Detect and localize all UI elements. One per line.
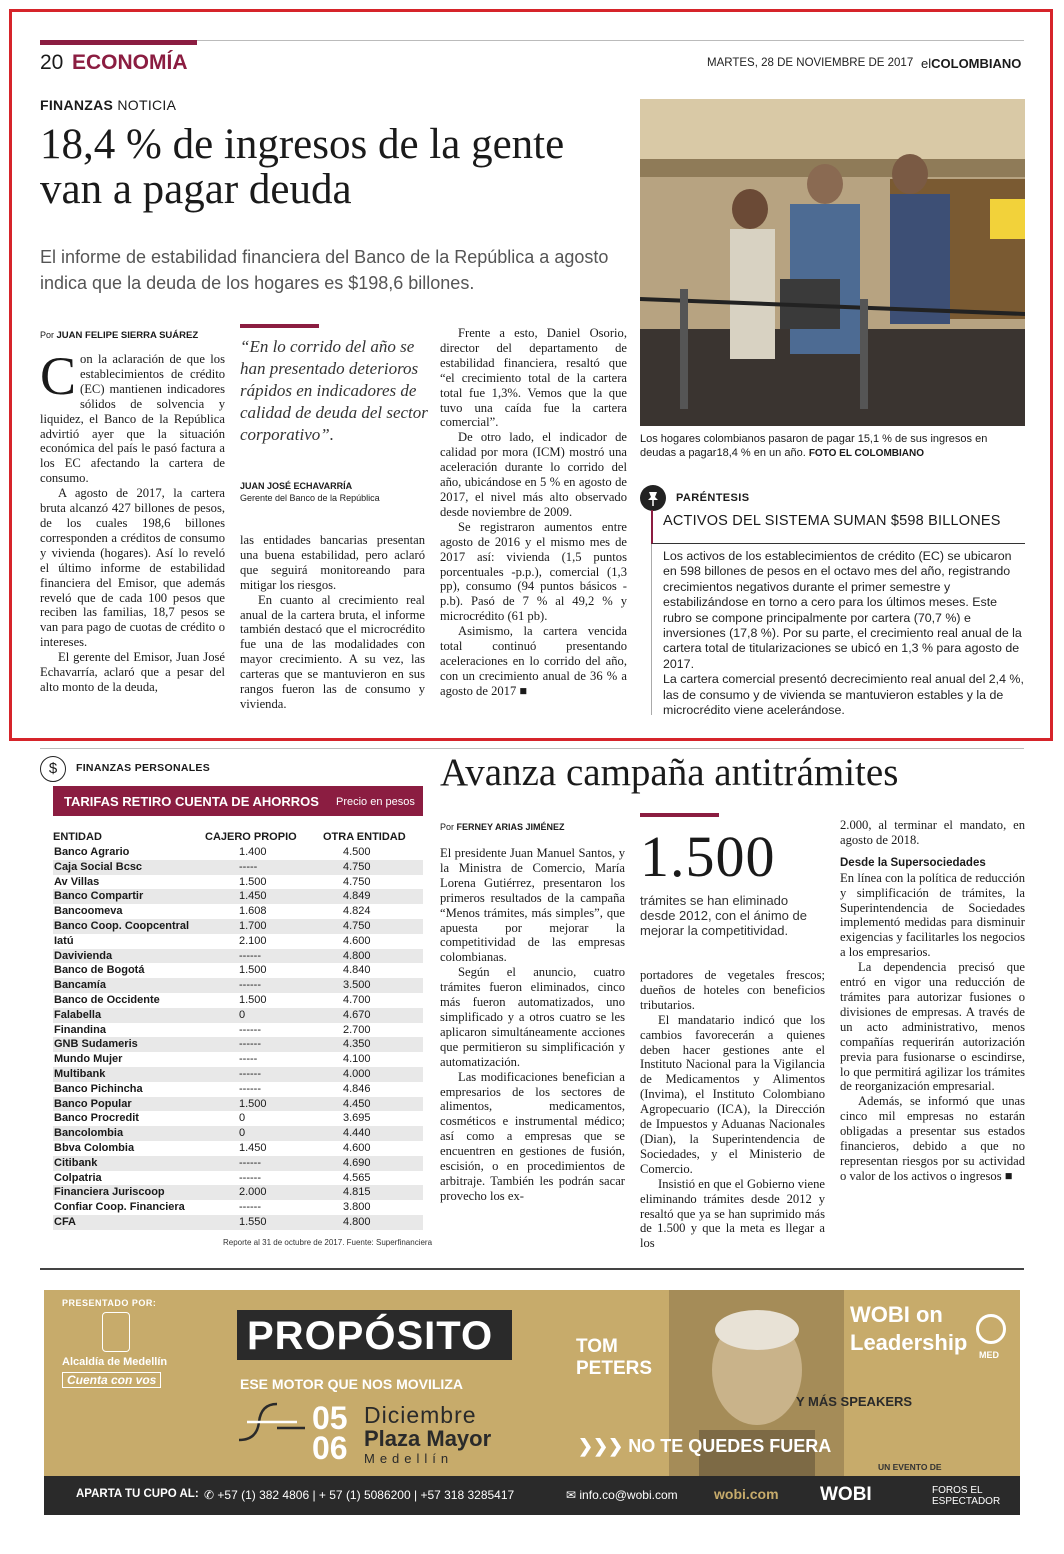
- article-kicker: [40, 97, 176, 113]
- article-headline: 18,4 % de ingresos de la gente van a pagar deuda: [40, 121, 565, 213]
- table-row: [53, 1052, 423, 1067]
- cajero-propio-cell: 1.500: [239, 993, 267, 1006]
- cajero-propio-cell: 0: [239, 1112, 246, 1125]
- paragraph: La cartera comercial presentó decrecimiento real anual del 2,4 %, las de consumo y de vivienda se mantuvieron estables y la de microcrédito viene acelerándose.: [663, 672, 1024, 718]
- cajero-propio-cell: 1.608: [239, 905, 267, 918]
- article2-column-3: [840, 818, 1025, 1184]
- table-row: [53, 919, 423, 934]
- wobi-logo: WOBI: [820, 1484, 872, 1505]
- table-row: [53, 1141, 423, 1156]
- col-header-otra: OTRA ENTIDAD: [323, 830, 406, 843]
- otra-entidad-cell: 4.846: [343, 1082, 371, 1095]
- cajero-propio-cell: ------: [203, 949, 323, 964]
- article-column-1: [40, 346, 225, 695]
- ad-alcaldia: Alcaldía de Medellín: [62, 1356, 168, 1368]
- otra-entidad-cell: 4.700: [343, 993, 371, 1006]
- article-deck: El informe de estabilidad financiera del Banco de la República a agosto indica que la deuda de los hogares es $198,6 billones.: [40, 247, 609, 293]
- entidad-cell: Bbva Colombia: [54, 1141, 135, 1154]
- mid-rule: [40, 748, 1024, 749]
- col-header-cajero: CAJERO PROPIO: [205, 830, 297, 843]
- otra-entidad-cell: 4.000: [323, 1067, 423, 1082]
- stat-text: trámites se han eliminado desde 2012, con el ánimo de mejorar la competitividad.: [640, 893, 807, 938]
- otra-entidad-cell: 4.824: [343, 905, 371, 918]
- page-number: 20: [40, 51, 64, 74]
- table-subtitle: Precio en pesos: [336, 796, 415, 808]
- otra-entidad-cell: 4.800: [323, 1215, 423, 1230]
- otra-entidad-cell: 3.800: [343, 1201, 371, 1214]
- phone-icon: ✆: [204, 1488, 218, 1502]
- section-bar: [40, 40, 197, 45]
- entidad-cell: CFA: [53, 1215, 203, 1230]
- ad-cuenta-con-vos: Cuenta con vos: [62, 1372, 161, 1388]
- ad-cta[interactable]: [578, 1436, 831, 1457]
- kicker-type: NOTICIA: [113, 97, 177, 113]
- cajero-propio-cell: -----: [239, 1053, 258, 1066]
- table-row: [53, 949, 423, 964]
- chevrons-icon: ❯❯❯: [578, 1436, 629, 1456]
- table-row: [53, 1023, 423, 1038]
- paragraph: Asimismo, la cartera vencida total continuó presentando aceleraciones en lo corrido del año, con un crecimiento anual de 36 % a agosto de 2017 ■: [440, 624, 627, 698]
- cajero-propio-cell: ------: [239, 1201, 261, 1214]
- otra-entidad-cell: 4.800: [323, 949, 423, 964]
- masthead-name: COLOMBIANO: [931, 56, 1022, 71]
- ad-day-2: 06: [312, 1430, 348, 1466]
- parentesis-title: ACTIVOS DEL SISTEMA SUMAN $598 BILLONES: [663, 513, 1001, 529]
- quote-role: Gerente del Banco de la República: [240, 493, 380, 503]
- mail-icon: ✉: [566, 1488, 580, 1502]
- bank-counter-photo: [640, 99, 1025, 426]
- entidad-cell: Banco Compartir: [53, 889, 203, 904]
- quote-author: JUAN JOSÉ ECHAVARRÍA: [240, 481, 353, 491]
- entidad-cell: Banco de Occidente: [54, 993, 160, 1006]
- cajero-propio-cell: ------: [203, 1067, 323, 1082]
- col-header-entidad: ENTIDAD: [53, 830, 102, 843]
- paragraph: Los activos de los establecimientos de crédito (EC) se ubicaron en 598 billones de pesos en el octavo mes del año, registrando crecimientos negativos durante el primer semestre y estabilizándose en torno a cero para los últimos meses. Este rubro se compone principalmente por cartera (70,7 %) e inversiones (17,8 %). Por su parte, el crecimiento real anual de la cartera total de titularizaciones se ubicó en 1,3 % para agosto de 2017.: [663, 549, 1022, 671]
- parentesis-side-rule: [651, 544, 652, 715]
- cajero-propio-cell: ------: [239, 1082, 261, 1095]
- entidad-cell: Banco Procredit: [54, 1112, 139, 1125]
- entidad-cell: Iatú: [54, 934, 74, 947]
- entidad-cell: Davivienda: [53, 949, 203, 964]
- cajero-propio-cell: 0: [203, 1126, 323, 1141]
- entidad-cell: Av Villas: [54, 875, 100, 888]
- ad-reserve-label: APARTA TU CUPO AL:: [76, 1488, 199, 1500]
- byline-author: FERNEY ARIAS JIMÉNEZ: [456, 822, 565, 832]
- paragraph: El presidente Juan Manuel Santos, y la Ministra de Comercio, María Lorena Gutiérrez, presentaron los primeros resultados de la campaña “Menos trámites, más simples”, que apuesta por mejorar la competitividad de las empresas colombianas.: [440, 846, 625, 965]
- otra-entidad-cell: 4.350: [323, 1037, 423, 1052]
- ad-city: Medellín: [364, 1451, 454, 1466]
- cajero-propio-cell: ------: [203, 1037, 323, 1052]
- otra-entidad-cell: 4.840: [343, 964, 371, 977]
- entidad-cell: Falabella: [53, 1008, 203, 1023]
- paragraph: Según el anuncio, cuatro trámites fueron eliminados, cinco más fueron automatizados, uno simplificado y a otros cuatro se les aplicaron simultáneamente acciones que permitieron su simplificación y automatización.: [440, 965, 625, 1069]
- table-row: [53, 1008, 423, 1023]
- pin-icon: [640, 485, 666, 511]
- cajero-propio-cell: 2.000: [203, 1185, 323, 1200]
- table-row: [53, 845, 423, 860]
- issue-date: MARTES, 28 DE NOVIEMBRE DE 2017: [707, 57, 914, 69]
- ad-contact-bar: [44, 1462, 1020, 1515]
- caption-text: Los hogares colombianos pasaron de pagar 15,1 % de sus ingresos en deudas a pagar18,4 % en un año.: [640, 433, 988, 459]
- cajero-propio-cell: ------: [239, 1171, 261, 1184]
- paragraph: Además, se informó que unas cinco mil empresas no estarán obligadas a presentar sus estados financieros, debido a que no representan riesgos por su actividad o valor de los activos o ingresos ■: [840, 1094, 1025, 1183]
- photo-caption: [640, 432, 1025, 461]
- cajero-propio-cell: ------: [203, 978, 323, 993]
- cajero-propio-cell: 1.500: [239, 964, 267, 977]
- ad-decorative-lines-icon: [237, 1402, 307, 1442]
- paragraph: Las modificaciones benefician a empresarios de los sectores de alimentos, medicamentos, cosméticos e instrumental médico; así como a empresas que se encuentren en gestiones de fusión, escisión, o en procedimientos de arbitraje. También les podrán sacar provecho los ex-: [440, 1069, 625, 1203]
- otra-entidad-cell: 4.565: [343, 1171, 371, 1184]
- dollar-icon: $: [40, 756, 66, 782]
- cajero-propio-cell: 1.450: [203, 889, 323, 904]
- article-column-2: [240, 533, 425, 712]
- article2-column-2: [640, 968, 825, 1251]
- ad-phone-numbers: +57 (1) 382 4806 | + 57 (1) 5086200 | +57 318 3285417: [217, 1488, 515, 1502]
- paragraph: El gerente del Emisor, Juan José Echavarría, aclaró que a pesar del alto monto de la deuda,: [40, 650, 225, 694]
- article2-headline: Avanza campaña antitrámites: [440, 751, 899, 794]
- kicker-category: FINANZAS: [40, 97, 114, 113]
- ad-evento-label: UN EVENTO DE: [878, 1462, 942, 1472]
- ad-leadership: Leadership: [850, 1330, 968, 1355]
- ad-more-speakers: Y MÁS SPEAKERS: [796, 1394, 913, 1409]
- fees-table: [53, 828, 423, 1230]
- otra-entidad-cell: 4.670: [323, 1008, 423, 1023]
- paragraph: De otro lado, el indicador de calidad por mora (ICM) mostró una aceleración durante lo corrido del año, ubicándose en 5 % en agosto de 2017, el nivel más alto observado desde noviembre de 2009.: [440, 430, 627, 519]
- stat-rule: [640, 813, 719, 817]
- entidad-cell: Financiera Juriscoop: [53, 1185, 203, 1200]
- entidad-cell: Mundo Mujer: [54, 1053, 123, 1066]
- cajero-propio-cell: ------: [239, 1023, 261, 1036]
- pin-glyph: [640, 485, 666, 511]
- paragraph: Insistió en que el Gobierno viene eliminando trámites desde 2012 y resaltó que ya se han suprimido más de 1.500 y que la meta es llegar a los: [640, 1176, 825, 1251]
- table-row: [53, 1082, 423, 1097]
- table-row: [53, 1067, 423, 1082]
- ad-phones[interactable]: [204, 1488, 514, 1502]
- paragraph: Se registraron aumentos entre agosto de 2016 y el mismo mes de 2017 así: vivienda (1,5 puntos porcentuales -p.p.), comercial (1,3 pp), consumo (94 puntos básicos - p.b). Pasó de 7 % al 49,2 % y microcrédito (61 pb).: [440, 519, 627, 624]
- table-row: [53, 1200, 423, 1215]
- photo-credit: FOTO EL COLOMBIANO: [808, 448, 924, 459]
- med-logo-icon: [976, 1314, 1006, 1344]
- table-row: [53, 963, 423, 978]
- otra-entidad-cell: 4.750: [323, 919, 423, 934]
- parentesis-label: PARÉNTESIS: [676, 492, 750, 504]
- paragraph: En cuanto al crecimiento real anual de la cartera bruta, el informe también destacó que el microcrédito fue una de las modalidades con mayor crecimiento. A su vez, las carteras que se mantuvieron en sus rangos fueron las de consumo y vivienda.: [240, 592, 425, 711]
- otra-entidad-cell: 4.600: [343, 1141, 371, 1154]
- table-row: [53, 993, 423, 1008]
- otra-entidad-cell: 4.500: [343, 846, 371, 858]
- table-row: [53, 875, 423, 890]
- entidad-cell: Banco Agrario: [54, 846, 130, 858]
- masthead-prefix: el: [921, 56, 932, 71]
- ad-presented-by: PRESENTADO POR:: [62, 1298, 157, 1308]
- otra-entidad-cell: 3.500: [323, 978, 423, 993]
- photo-illustration: [640, 99, 1025, 426]
- otra-entidad-cell: 4.750: [343, 875, 371, 888]
- article-column-3: [440, 326, 627, 699]
- cajero-propio-cell: 1.550: [203, 1215, 323, 1230]
- byline-prefix: Por: [40, 330, 57, 340]
- table-row: [53, 889, 423, 904]
- table-row: [53, 978, 423, 993]
- ad-day-1: 05: [312, 1400, 348, 1436]
- footer-rule: [40, 1268, 1024, 1270]
- ad-motor-tagline: ESE MOTOR QUE NOS MOVILIZA: [240, 1376, 463, 1392]
- otra-entidad-cell: 4.750: [323, 860, 423, 875]
- table-header-bar: [53, 786, 423, 816]
- paragraph: El mandatario indicó que los cambios favorecerán a quienes deben hacer gestiones ante el Instituto Nacional para la Vigilancia de Medicamentos y Alimentos (Invima), el Instituto Colombiano Agropecuario (ICA), la Dirección de Impuestos y Aduanas Nacionales (Dian), la Superintendencia de Sociedades, y el Ministerio de Comercio.: [640, 1012, 825, 1176]
- ad-month: Diciembre: [364, 1402, 477, 1428]
- table-row: [53, 934, 423, 949]
- cajero-propio-cell: 1.500: [239, 875, 267, 888]
- entidad-cell: Caja Social Bcsc: [53, 860, 203, 875]
- paragraph: portadores de vegetales frescos; dueños de hoteles con beneficios tributarios.: [640, 968, 825, 1012]
- paragraph: las entidades bancarias presentan una buena estabilidad, pero aclaró que seguirá monitoreando para mitigar los riesgos.: [240, 533, 425, 592]
- ad-proposito: PROPÓSITO: [247, 1314, 494, 1358]
- paragraph: En línea con la política de reducción y simplificación de trámites, la Superintendencia de Sociedades implementó medidas para disminuir exigencias y facilitarles los negocios a los empresarios.: [840, 870, 1025, 960]
- foros-logo: FOROS EL ESPECTADOR: [932, 1485, 1001, 1507]
- otra-entidad-cell: 3.695: [343, 1112, 371, 1125]
- article2-byline: [440, 822, 565, 832]
- otra-entidad-cell: 4.450: [323, 1097, 423, 1112]
- entidad-cell: Bancolombia: [53, 1126, 203, 1141]
- table-row: [53, 860, 423, 875]
- table-body: [53, 845, 423, 1230]
- entidad-cell: Confiar Coop. Financiera: [54, 1201, 185, 1214]
- quote-rule: [240, 324, 319, 328]
- subhead: Desde la Supersociedades: [840, 856, 986, 869]
- table-source-note: Reporte al 31 de octubre de 2017. Fuente: Superfinanciera: [223, 1238, 433, 1247]
- table-row: [53, 1097, 423, 1112]
- ad-wobi-on: WOBI on: [850, 1302, 943, 1327]
- article2-column-1: [440, 846, 625, 1204]
- entidad-cell: Colpatria: [54, 1171, 102, 1184]
- cajero-propio-cell: 1.500: [203, 1097, 323, 1112]
- table-row: [53, 1111, 423, 1126]
- table-title: TARIFAS RETIRO CUENTA DE AHORROS: [64, 794, 319, 809]
- masthead: [921, 56, 1021, 71]
- drop-cap: C: [40, 346, 77, 406]
- table-row: [53, 1156, 423, 1171]
- table-row: [53, 1185, 423, 1200]
- byline-author: JUAN FELIPE SIERRA SUÁREZ: [56, 330, 199, 341]
- entidad-cell: Banco Coop. Coopcentral: [53, 919, 203, 934]
- paragraph: 2.000, al terminar el mandato, en agosto de 2018.: [840, 818, 1025, 847]
- otra-entidad-cell: 4.690: [323, 1156, 423, 1171]
- entidad-cell: Multibank: [53, 1067, 203, 1082]
- paragraph: Frente a esto, Daniel Osorio, director del departamento de estabilidad financiera, resaltó que “el crecimiento total de la cartera total fue 1,3%. Vemos que la que tuvo una caída fue la cartera comercial”.: [440, 326, 627, 430]
- cajero-propio-cell: -----: [203, 860, 323, 875]
- entidad-cell: Banco Pichincha: [54, 1082, 143, 1095]
- otra-entidad-cell: 2.700: [343, 1023, 371, 1036]
- table-row: [53, 1171, 423, 1186]
- otra-entidad-cell: 4.440: [323, 1126, 423, 1141]
- ad-med-label: MED: [979, 1350, 999, 1360]
- finanzas-label: FINANZAS PERSONALES: [76, 762, 211, 774]
- entidad-cell: Citibank: [53, 1156, 203, 1171]
- ad-speaker-name: TOM PETERS: [576, 1336, 653, 1379]
- otra-entidad-cell: 4.100: [343, 1053, 371, 1066]
- cajero-propio-cell: 1.700: [203, 919, 323, 934]
- otra-entidad-cell: 4.849: [323, 889, 423, 904]
- table-row: [53, 1215, 423, 1230]
- entidad-cell: Finandina: [54, 1023, 106, 1036]
- ad-email[interactable]: [566, 1488, 678, 1502]
- medellin-seal-icon: [102, 1312, 130, 1352]
- stat-number: 1.500: [640, 824, 776, 889]
- cajero-propio-cell: 1.400: [239, 846, 267, 858]
- entidad-cell: Bancamía: [53, 978, 203, 993]
- cajero-propio-cell: 0: [203, 1008, 323, 1023]
- cajero-propio-cell: 1.450: [239, 1141, 267, 1154]
- table-row: [53, 904, 423, 919]
- ad-proposito-box: [237, 1310, 512, 1360]
- section-name: ECONOMÍA: [72, 51, 188, 74]
- event-advertisement[interactable]: [44, 1290, 1020, 1515]
- entidad-cell: Banco Popular: [53, 1097, 203, 1112]
- pull-quote: “En lo corrido del año se han presentado deterioros rápidos en indicadores de calidad de deuda del sector corporativo”.: [240, 337, 428, 444]
- otra-entidad-cell: 4.600: [343, 934, 371, 947]
- article-byline: [40, 330, 198, 341]
- paragraph: A agosto de 2017, la cartera bruta alcanzó 427 billones de pesos, de los cuales 198,6 billones corresponden a créditos de consumo y vivienda (hogares). Así lo reveló el último informe de estabilidad financiera del Emisor, que además reveló que de cada 100 pesos que reciben las familias, 18,7 pesos se van para pago de cuotas de crédito o intereses.: [40, 486, 225, 650]
- table-row: [53, 1126, 423, 1141]
- byline-prefix: Por: [440, 822, 457, 832]
- cajero-propio-cell: 2.100: [239, 934, 267, 947]
- entidad-cell: GNB Sudameris: [53, 1037, 203, 1052]
- ad-email-address: info.co@wobi.com: [579, 1488, 678, 1502]
- table-header-row: [53, 828, 423, 845]
- cajero-propio-cell: ------: [203, 1156, 323, 1171]
- otra-entidad-cell: 4.815: [323, 1185, 423, 1200]
- parentesis-text: [663, 549, 1025, 718]
- paragraph: on la aclaración de que los establecimientos de crédito (EC) mantienen indicadores sólidos de solvencia y liquidez, el Banco de la República advirtió ayer que la situación económica del país le pasó factura a los EC afectando la cartera de consumo.: [40, 352, 225, 486]
- entidad-cell: Banco de Bogotá: [54, 964, 145, 977]
- table-row: [53, 1037, 423, 1052]
- entidad-cell: Bancoomeva: [54, 905, 123, 918]
- ad-venue: Plaza Mayor: [364, 1426, 492, 1451]
- ad-website-link[interactable]: wobi.com: [714, 1486, 779, 1502]
- ad-cta-label: NO TE QUEDES FUERA: [628, 1436, 832, 1456]
- paragraph: La dependencia precisó que entró en vigor una reducción de trámites para autorizar fusiones o divisiones de empresas. A través de un acto administrativo, menos compañías requerirán autorización previa para fusionarse o escindirse, lo que permitirá agilizar los trámites de reorganización empresarial.: [840, 960, 1025, 1094]
